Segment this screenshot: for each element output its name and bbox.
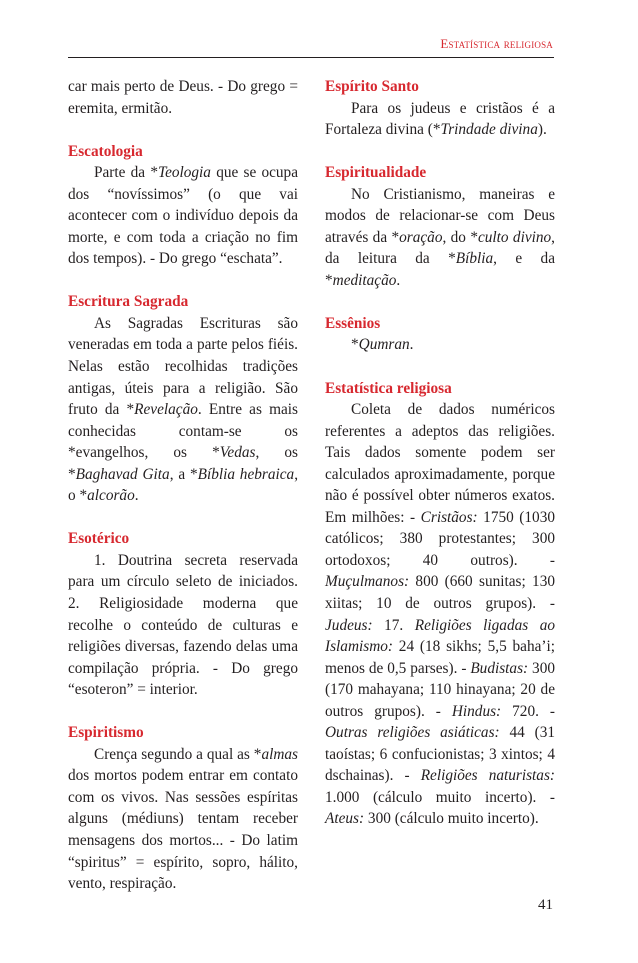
entry-espirito-santo bbox=[325, 76, 555, 141]
entry-estatistica-religiosa bbox=[325, 378, 555, 830]
entry-esoterico bbox=[68, 528, 298, 700]
entry-escritura-sagrada bbox=[68, 291, 298, 506]
entry-body: Coleta de dados numéricos referentes a adeptos das religiões. Tais dados somente podem ser calculados aproximadamente, porque não é possível obter números exatos. Em milhões: - Cristãos: 1750 (1030 católicos; 380 protestantes; 300 ortodoxos; 40 outros). - Muçulmanos: 800 (660 sunitas; 130 xiitas; 10 de outros grupos). - Judeus: 17. Religiões ligadas ao Islamismo: 24 (18 sikhs; 5,5 baha’i; menos de 0,5 parses). - Budistas: 300 (170 mahayana; 110 hinayana; 20 de outros grupos). - Hindus: 720. - Outras religiões asiáticas: 44 (31 taoístas; 6 confucionistas; 3 xintos; 4 dschainas). - Religiões naturistas: 1.000 (cálculo muito incerto). - Ateus: 300 (cálculo muito incerto). bbox=[325, 401, 556, 828]
entry-body: *Qumran. bbox=[351, 336, 414, 354]
left-column bbox=[68, 76, 298, 916]
entry-body: As Sagradas Escrituras são veneradas em toda a parte pelos fiéis. Nelas estão recolhidas tradições antigas, úteis para a religião. São fruto da *Revelação. Entre as mais conhecidas contam-se os *evangelhos, os *Vedas, os *Baghavad Gita, a *Bíblia hebraica, o *alcorão. bbox=[68, 314, 299, 505]
continuation-entry bbox=[68, 76, 298, 119]
entry-term: Espírito Santo bbox=[325, 78, 419, 95]
entry-term: Escatologia bbox=[68, 142, 143, 160]
entry-body: Crença segundo a qual as *almas dos mortos podem entrar em contato com os vivos. Nas sessões espíritas alguns (médiuns) tentam receber mensagens dos mortos... - Do latim “spiritus” = espírito, sopro, hálito, vento, respiração. bbox=[68, 745, 298, 893]
entry-body: Para os judeus e cristãos é a Fortaleza divina (*Trindade divina). bbox=[325, 99, 555, 139]
entry-term: Estatística religiosa bbox=[325, 379, 452, 397]
entry-body: 1. Doutrina secreta reservada para um círculo seleto de iniciados. 2. Religiosidade moderna que recolhe o conteúdo de culturas e religiões diversas, fazendo delas uma compilação própria. - Do grego “esoteron” = interior. bbox=[68, 551, 298, 699]
continuation-text: car mais perto de Deus. - Do grego = eremita, ermitão. bbox=[68, 78, 298, 117]
header-rule bbox=[68, 57, 554, 58]
page-number: 41 bbox=[538, 897, 553, 913]
entry-term: Espiritismo bbox=[68, 724, 144, 742]
entry-term: Esotérico bbox=[68, 530, 130, 548]
entry-term: Escritura Sagrada bbox=[68, 293, 189, 311]
entry-term: Espiritualidade bbox=[325, 164, 427, 182]
right-column bbox=[325, 76, 555, 852]
entry-espiritismo bbox=[68, 722, 298, 894]
entry-body: Parte da *Teologia que se ocupa dos “novíssimos” (o que vai acontecer com o indivíduo depois da morte, e com toda a criação no fim dos tempos). - Do grego “eschata”. bbox=[68, 164, 298, 268]
entry-body: No Cristianismo, maneiras e modos de relacionar-se com Deus através da *oração, do *culto divino, da leitura da *Bíblia, e da *meditação. bbox=[325, 185, 555, 289]
entry-escatologia bbox=[68, 141, 298, 270]
entry-essenios bbox=[325, 313, 555, 356]
running-header: Estatística religiosa bbox=[440, 36, 553, 51]
entry-espiritualidade bbox=[325, 162, 555, 291]
entry-term: Essênios bbox=[325, 314, 381, 332]
